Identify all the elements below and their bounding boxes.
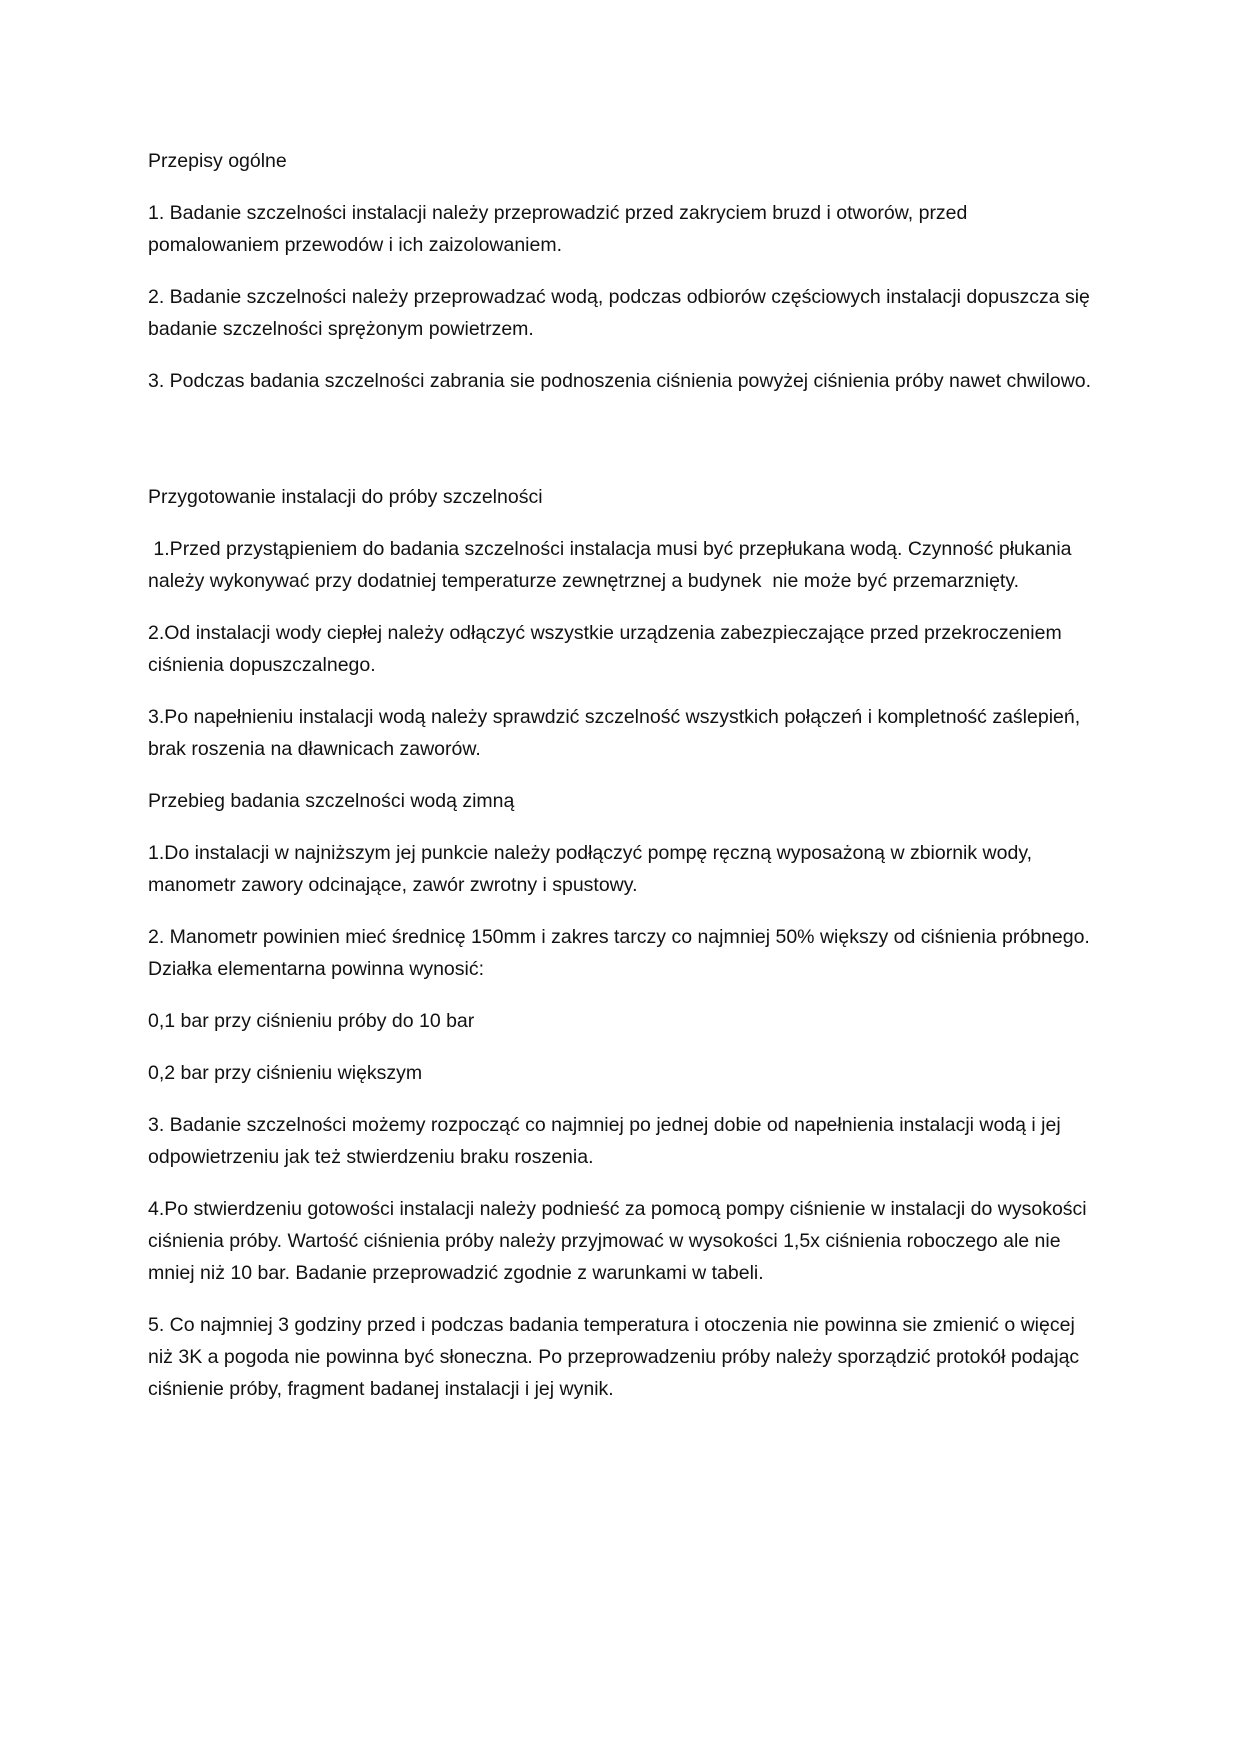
paragraph: 1. Badanie szczelności instalacji należy przeprowadzić przed zakryciem bruzd i otworów, przed pomalowaniem przewodów i ich zaizolowaniem.	[148, 202, 968, 256]
paragraph: 1.Do instalacji w najniższym jej punkcie należy podłączyć pompę ręczną wyposażoną w zbiornik wody, manometr zawory odcinające, zawór zwrotny i spustowy.	[148, 842, 1033, 896]
paragraph: 1.Przed przystąpieniem do badania szczelności instalacja musi być przepłukana wodą. Czynność płukania należy wykonywać przy dodatniej temperaturze zewnętrznej a budynek nie może być przemarznięty.	[148, 538, 1077, 592]
paragraph: 2. Badanie szczelności należy przeprowadzać wodą, podczas odbiorów częściowych instalacji dopuszcza się badanie szczelności sprężonym powietrzem.	[148, 286, 1090, 340]
paragraph: 2. Manometr powinien mieć średnicę 150mm i zakres tarczy co najmniej 50% większy od ciśnienia próbnego. Działka elementarna powinna wynosić:	[148, 926, 1090, 980]
paragraph: 3.Po napełnieniu instalacji wodą należy sprawdzić szczelność wszystkich połączeń i kompletność zaślepień, brak roszenia na dławnicach zaworów.	[148, 706, 1081, 760]
paragraph: 2.Od instalacji wody ciepłej należy odłączyć wszystkie urządzenia zabezpieczające przed przekroczeniem ciśnienia dopuszczalnego.	[148, 622, 1062, 676]
section-heading-preparation: Przygotowanie instalacji do próby szczelności	[148, 486, 543, 508]
section-heading-procedure: Przebieg badania szczelności wodą zimną	[148, 790, 515, 812]
paragraph: 0,2 bar przy ciśnieniu większym	[148, 1062, 423, 1084]
paragraph: 0,1 bar przy ciśnieniu próby do 10 bar	[148, 1010, 475, 1032]
section-heading-general: Przepisy ogólne	[148, 150, 287, 172]
paragraph: 5. Co najmniej 3 godziny przed i podczas badania temperatura i otoczenia nie powinna sie zmienić o więcej niż 3K a pogoda nie powinna być słoneczna. Po przeprowadzeniu próby należy sporządzić protokół podając ciśnienie próby, fragment badanej instalacji i jej wynik.	[148, 1314, 1080, 1400]
paragraph: 4.Po stwierdzeniu gotowości instalacji należy podnieść za pomocą pompy ciśnienie w instalacji do wysokości ciśnienia próby. Wartość ciśnienia próby należy przyjmować w wysokości 1,5x ciśnienia roboczego ale nie mniej niż 10 bar. Badanie przeprowadzić zgodnie z warunkami w tabeli.	[148, 1198, 1087, 1284]
paragraph: 3. Podczas badania szczelności zabrania sie podnoszenia ciśnienia powyżej ciśnienia próby nawet chwilowo.	[148, 370, 1092, 392]
paragraph: 3. Badanie szczelności możemy rozpocząć co najmniej po jednej dobie od napełnienia instalacji wodą i jej odpowietrzeniu jak też stwierdzeniu braku roszenia.	[148, 1114, 1061, 1168]
document-body	[148, 145, 1098, 1405]
